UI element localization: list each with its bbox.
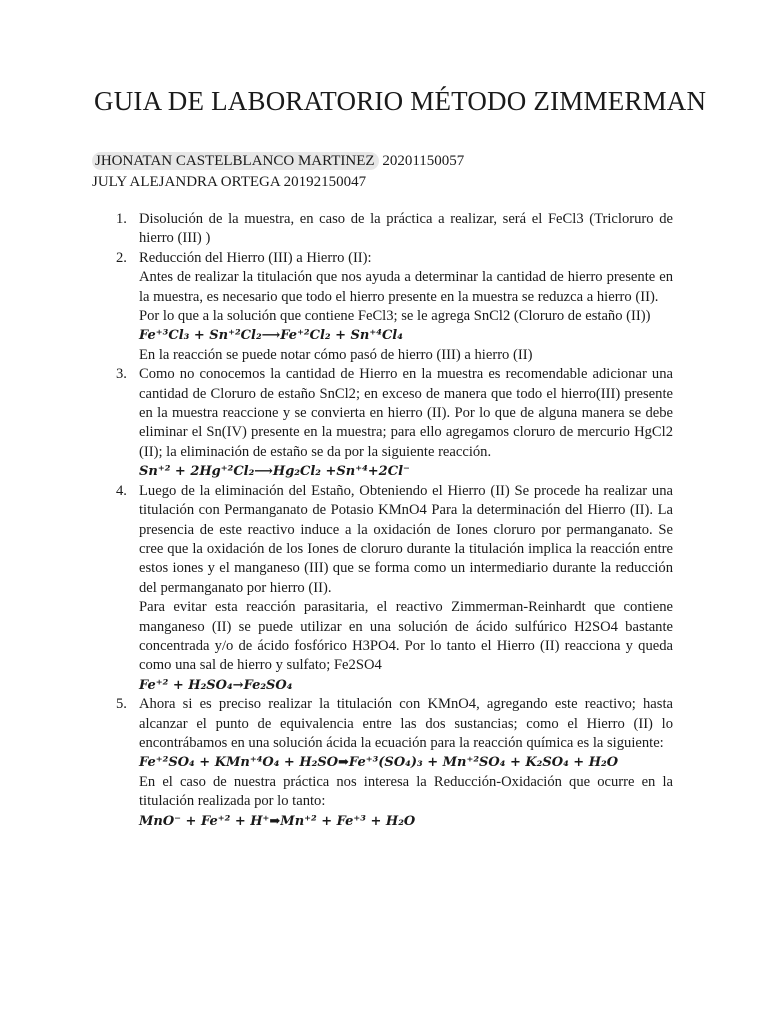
item-paragraph: Antes de realizar la titulación que nos ayuda a determinar la cantidad de hierro presente en la muestra, es necesario que todo el hierro presente en la muestra se reduzca a hierro (II). xyxy=(139,269,673,305)
page-title: GUIA DE LABORATORIO MÉTODO ZIMMERMAN xyxy=(94,86,707,116)
item-paragraph: En el caso de nuestra práctica nos interesa la Reducción-Oxidación que ocurre en la titulación realizada por lo tanto: xyxy=(139,773,673,810)
item-paragraph: En la reacción se puede notar cómo pasó de hierro (III) a hierro (II) xyxy=(139,346,533,363)
authors-block xyxy=(92,151,692,193)
item-paragraph: Ahora si es preciso realizar la titulación con KMnO4, agregando este reactivo; hasta alcanzar el punto de equivalencia entre las dos sustancias; como el Hierro (II) lo encontrábamos en una solución ácida la ecuación para la reacción química es la siguiente: xyxy=(139,696,673,751)
author-line-2: JULY ALEJANDRA ORTEGA 20192150047 xyxy=(92,174,367,190)
chemical-equation: Sn⁺² + 2Hg⁺²Cl₂⟶Hg₂Cl₂ +Sn⁺⁴+2Cl⁻ xyxy=(139,464,410,480)
list-item xyxy=(110,210,673,249)
author-code: 20201150057 xyxy=(382,153,465,169)
chemical-equation: Fe⁺³Cl₃ + Sn⁺²Cl₂⟶Fe⁺²Cl₂ + Sn⁺⁴Cl₄ xyxy=(139,328,403,344)
item-paragraph: Como no conocemos la cantidad de Hierro en la muestra es recomendable adicionar una cantidad de Cloruro de estaño SnCl2; en exceso de manera que todo el hierro(III) presente en la muestra reaccione y se convierta en hierro (II). Por lo que de alguna manera se debe eliminar el Sn(IV) presente en la muestra; para ello agregamos cloruro de mercurio HgCl2 (II); la eliminación de estaño se da por la siguiente reacción. xyxy=(139,366,673,460)
chemical-equation: Fe⁺²SO₄ + KMn⁺⁴O₄ + H₂SO➡Fe⁺³(SO₄)₃ + Mn⁺²SO₄ + K₂SO₄ + H₂O xyxy=(139,755,619,771)
author-line-1 xyxy=(92,151,692,172)
item-number: 3. xyxy=(116,366,127,383)
procedure-list xyxy=(110,210,673,831)
item-heading: Reducción del Hierro (III) a Hierro (II): xyxy=(139,249,372,266)
author-name-highlighted: JHONATAN CASTELBLANCO MARTINEZ xyxy=(92,152,379,170)
item-paragraph: Por lo que a la solución que contiene FeCl3; se le agrega SnCl2 (Cloruro de estaño (II)) xyxy=(139,308,651,325)
list-item xyxy=(110,482,673,695)
chemical-equation: MnO⁻ + Fe⁺² + H⁺➡Mn⁺² + Fe⁺³ + H₂O xyxy=(139,813,416,829)
item-number: 4. xyxy=(116,482,127,499)
item-number: 5. xyxy=(116,696,127,713)
item-paragraph: Disolución de la muestra, en caso de la práctica a realizar, será el FeCl3 (Tricloruro de hierro (III) ) xyxy=(139,211,673,247)
item-number: 2. xyxy=(116,249,127,266)
chemical-equation: Fe⁺² + H₂SO₄→Fe₂SO₄ xyxy=(139,677,293,693)
item-paragraph: Para evitar esta reacción parasitaria, el reactivo Zimmerman-Reinhardt que contiene manganeso (II) se puede utilizar en una solución de ácido sulfúrico H2SO4 bastante concentrada y/o de ácido fosfórico H3PO4. Por lo tanto el Hierro (II) reacciona y queda como una sal de hierro y sulfato; Fe2SO4 xyxy=(139,599,673,674)
list-item xyxy=(110,249,673,365)
list-item xyxy=(110,695,673,831)
item-paragraph: Luego de la eliminación del Estaño, Obteniendo el Hierro (II) Se procede ha realizar una titulación con Permanganato de Potasio KMnO4 Para la determinación del Hierro (II). La presencia de este reactivo induce a la oxidación de Iones cloruro por permanganato. Se cree que la oxidación de los Iones de cloruro durante la titulación implica la reacción entre estos iones y el manganeso (III) que se forma como un intermediario durante la reducción del permanganato por hierro (II). xyxy=(139,482,673,596)
list-item xyxy=(110,365,673,481)
item-number: 1. xyxy=(116,211,127,227)
